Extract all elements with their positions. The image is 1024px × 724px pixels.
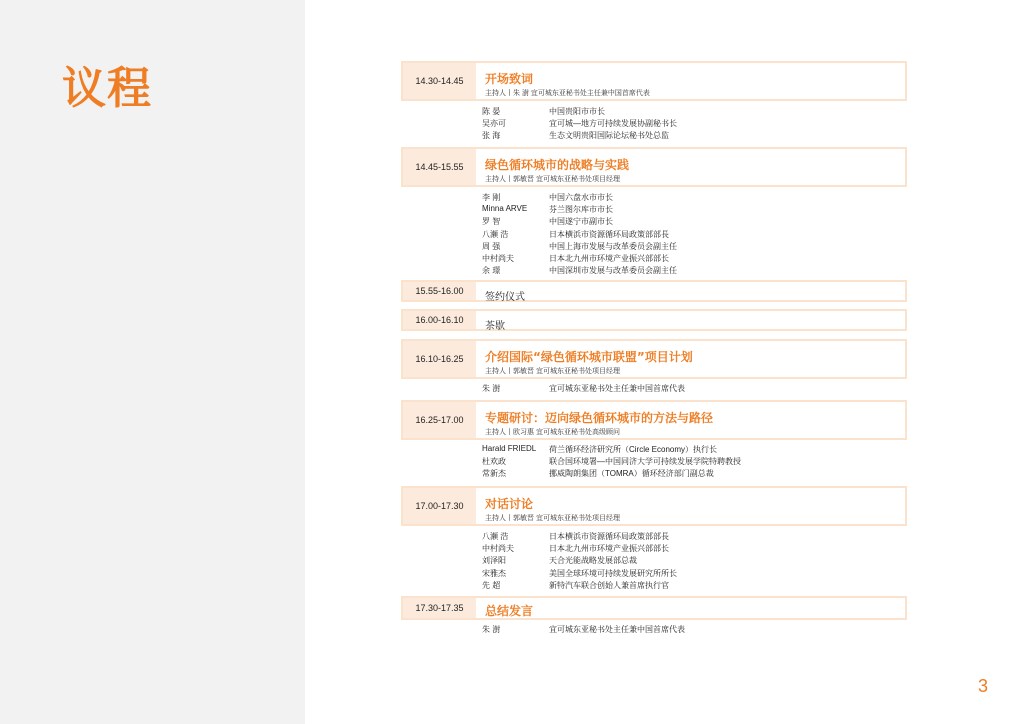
speaker-name: 宋雅杰 bbox=[482, 568, 506, 578]
speaker-row bbox=[401, 531, 907, 543]
speaker-list bbox=[401, 106, 907, 143]
speaker-name: 八瀬 浩 bbox=[482, 532, 509, 541]
speaker-role: 荷兰循环经济研究所（Circle Economy）执行长 bbox=[549, 445, 718, 454]
agenda-session bbox=[401, 339, 907, 395]
session-host: 主持人丨郭敏晋 宜可城东亚秘书处项目经理 bbox=[485, 515, 620, 522]
speaker-row bbox=[401, 543, 907, 555]
speaker-list bbox=[401, 624, 907, 636]
speaker-row bbox=[401, 118, 907, 130]
speaker-role: 美国全球环境可持续发展研究所所长 bbox=[549, 568, 677, 578]
speaker-role: 新特汽车联合创始人兼首席执行官 bbox=[549, 580, 669, 590]
session-header bbox=[401, 280, 907, 302]
session-time: 15.55-16.00 bbox=[403, 282, 476, 300]
agenda-session bbox=[401, 596, 907, 636]
speaker-name: 常新杰 bbox=[482, 469, 506, 479]
speaker-row bbox=[401, 253, 907, 265]
speaker-name: 罗 智 bbox=[482, 217, 501, 227]
speaker-role: 宜可城—地方可持续发展协副秘书长 bbox=[549, 119, 677, 129]
speaker-row bbox=[401, 216, 907, 228]
speaker-row bbox=[401, 383, 907, 395]
speaker-list bbox=[401, 531, 907, 592]
agenda-session bbox=[401, 147, 907, 277]
session-host: 主持人丨郭敏晋 宜可城东亚秘书处项目经理 bbox=[485, 368, 620, 375]
session-title: 开场致词 bbox=[485, 72, 534, 86]
speaker-role: 日本横浜市资源循环局政策部部長 bbox=[549, 532, 669, 541]
speaker-name: 张 海 bbox=[482, 131, 501, 141]
session-host: 主持人丨欧习惠 宜可城东亚秘书处高级顾问 bbox=[485, 429, 620, 436]
speaker-row bbox=[401, 192, 907, 204]
speaker-name: 朱 澍 bbox=[482, 625, 501, 634]
session-time: 17.00-17.30 bbox=[403, 488, 476, 524]
speaker-role: 中国遂宁市副市长 bbox=[549, 217, 613, 227]
speaker-role: 中国六盘水市市长 bbox=[549, 193, 613, 202]
speaker-role: 日本北九州市环境产业振兴部部长 bbox=[549, 544, 669, 554]
session-time: 16.25-17.00 bbox=[403, 402, 476, 438]
speaker-name: 中村尚夫 bbox=[482, 544, 514, 554]
session-header bbox=[401, 400, 907, 440]
speaker-role: 宜可城东亚秘书处主任兼中国首席代表 bbox=[549, 384, 685, 393]
speaker-name: 中村尚夫 bbox=[482, 253, 514, 263]
speaker-role: 日本北九州市环境产业振兴部部长 bbox=[549, 253, 669, 263]
speaker-list bbox=[401, 383, 907, 395]
session-header bbox=[401, 339, 907, 379]
session-host: 主持人丨郭敏晋 宜可城东亚秘书处项目经理 bbox=[485, 176, 620, 183]
speaker-name: 吴亦可 bbox=[482, 119, 506, 129]
speaker-row bbox=[401, 624, 907, 636]
session-time: 14.45-15.55 bbox=[403, 149, 476, 185]
session-title: 对话讨论 bbox=[485, 497, 534, 511]
session-title: 专题研讨：迈向绿色循环城市的方法与路径 bbox=[485, 411, 714, 425]
session-title: 介绍国际“绿色循环城市联盟”项目计划 bbox=[485, 350, 693, 364]
speaker-role: 芬兰图尔库市市长 bbox=[549, 205, 613, 215]
agenda-session bbox=[401, 309, 907, 331]
speaker-name: Minna ARVE bbox=[482, 204, 528, 214]
speaker-name: 杜欢政 bbox=[482, 457, 506, 467]
speaker-row bbox=[401, 204, 907, 216]
speaker-role: 日本横浜市资源循环局政策部部長 bbox=[549, 229, 669, 239]
speaker-row bbox=[401, 130, 907, 142]
session-title: 茶歇 bbox=[485, 321, 505, 332]
session-title: 总结发言 bbox=[485, 604, 534, 618]
agenda-session bbox=[401, 280, 907, 302]
session-header bbox=[401, 309, 907, 331]
speaker-name: 八瀬 浩 bbox=[482, 229, 509, 239]
speaker-name: Harald FRIEDL bbox=[482, 444, 537, 453]
speaker-role: 中国上海市发展与改革委员会副主任 bbox=[549, 241, 677, 251]
session-time: 16.00-16.10 bbox=[403, 311, 476, 329]
session-header bbox=[401, 147, 907, 187]
speaker-role: 中国贵阳市市长 bbox=[549, 107, 605, 116]
speaker-list bbox=[401, 192, 907, 277]
session-host: 主持人丨朱 澍 宜可城东亚秘书处主任兼中国首席代表 bbox=[485, 90, 650, 97]
speaker-row bbox=[401, 580, 907, 592]
page-title: 议程 bbox=[62, 63, 152, 114]
session-header bbox=[401, 486, 907, 526]
speaker-name: 朱 澍 bbox=[482, 384, 501, 393]
speaker-row bbox=[401, 241, 907, 253]
speaker-list bbox=[401, 444, 907, 481]
agenda-session bbox=[401, 400, 907, 481]
session-title: 绿色循环城市的战略与实践 bbox=[485, 158, 630, 172]
speaker-role: 宜可城东亚秘书处主任兼中国首席代表 bbox=[549, 625, 685, 634]
speaker-name: 余 璟 bbox=[482, 266, 501, 276]
session-time: 14.30-14.45 bbox=[403, 63, 476, 99]
speaker-name: 李 刚 bbox=[482, 193, 501, 202]
speaker-role: 天合光能战略发展部总裁 bbox=[549, 556, 637, 566]
speaker-role: 中国深圳市发展与改革委员会副主任 bbox=[549, 266, 677, 276]
speaker-name: 周 强 bbox=[482, 241, 501, 251]
session-header bbox=[401, 61, 907, 101]
speaker-row bbox=[401, 468, 907, 480]
agenda-session bbox=[401, 61, 907, 143]
speaker-row bbox=[401, 555, 907, 567]
speaker-row bbox=[401, 229, 907, 241]
speaker-name: 刘泽阳 bbox=[482, 556, 506, 566]
session-header bbox=[401, 596, 907, 620]
speaker-row bbox=[401, 444, 907, 456]
session-time: 17.30-17.35 bbox=[403, 598, 476, 618]
speaker-row bbox=[401, 106, 907, 118]
speaker-role: 挪威陶朗集团（TOMRA）循环经济部门副总裁 bbox=[549, 469, 714, 479]
speaker-name: 陈 晏 bbox=[482, 107, 501, 116]
speaker-row bbox=[401, 568, 907, 580]
speaker-role: 联合国环境署—中国同济大学可持续发展学院特聘教授 bbox=[549, 457, 741, 467]
left-band bbox=[0, 0, 305, 724]
agenda-session bbox=[401, 486, 907, 592]
speaker-row bbox=[401, 265, 907, 277]
speaker-row bbox=[401, 456, 907, 468]
session-title: 签约仪式 bbox=[485, 292, 525, 303]
session-time: 16.10-16.25 bbox=[403, 341, 476, 377]
speaker-role: 生态文明贵阳国际论坛秘书处总监 bbox=[549, 131, 669, 141]
page-number: 3 bbox=[978, 676, 989, 696]
speaker-name: 先 超 bbox=[482, 580, 501, 590]
